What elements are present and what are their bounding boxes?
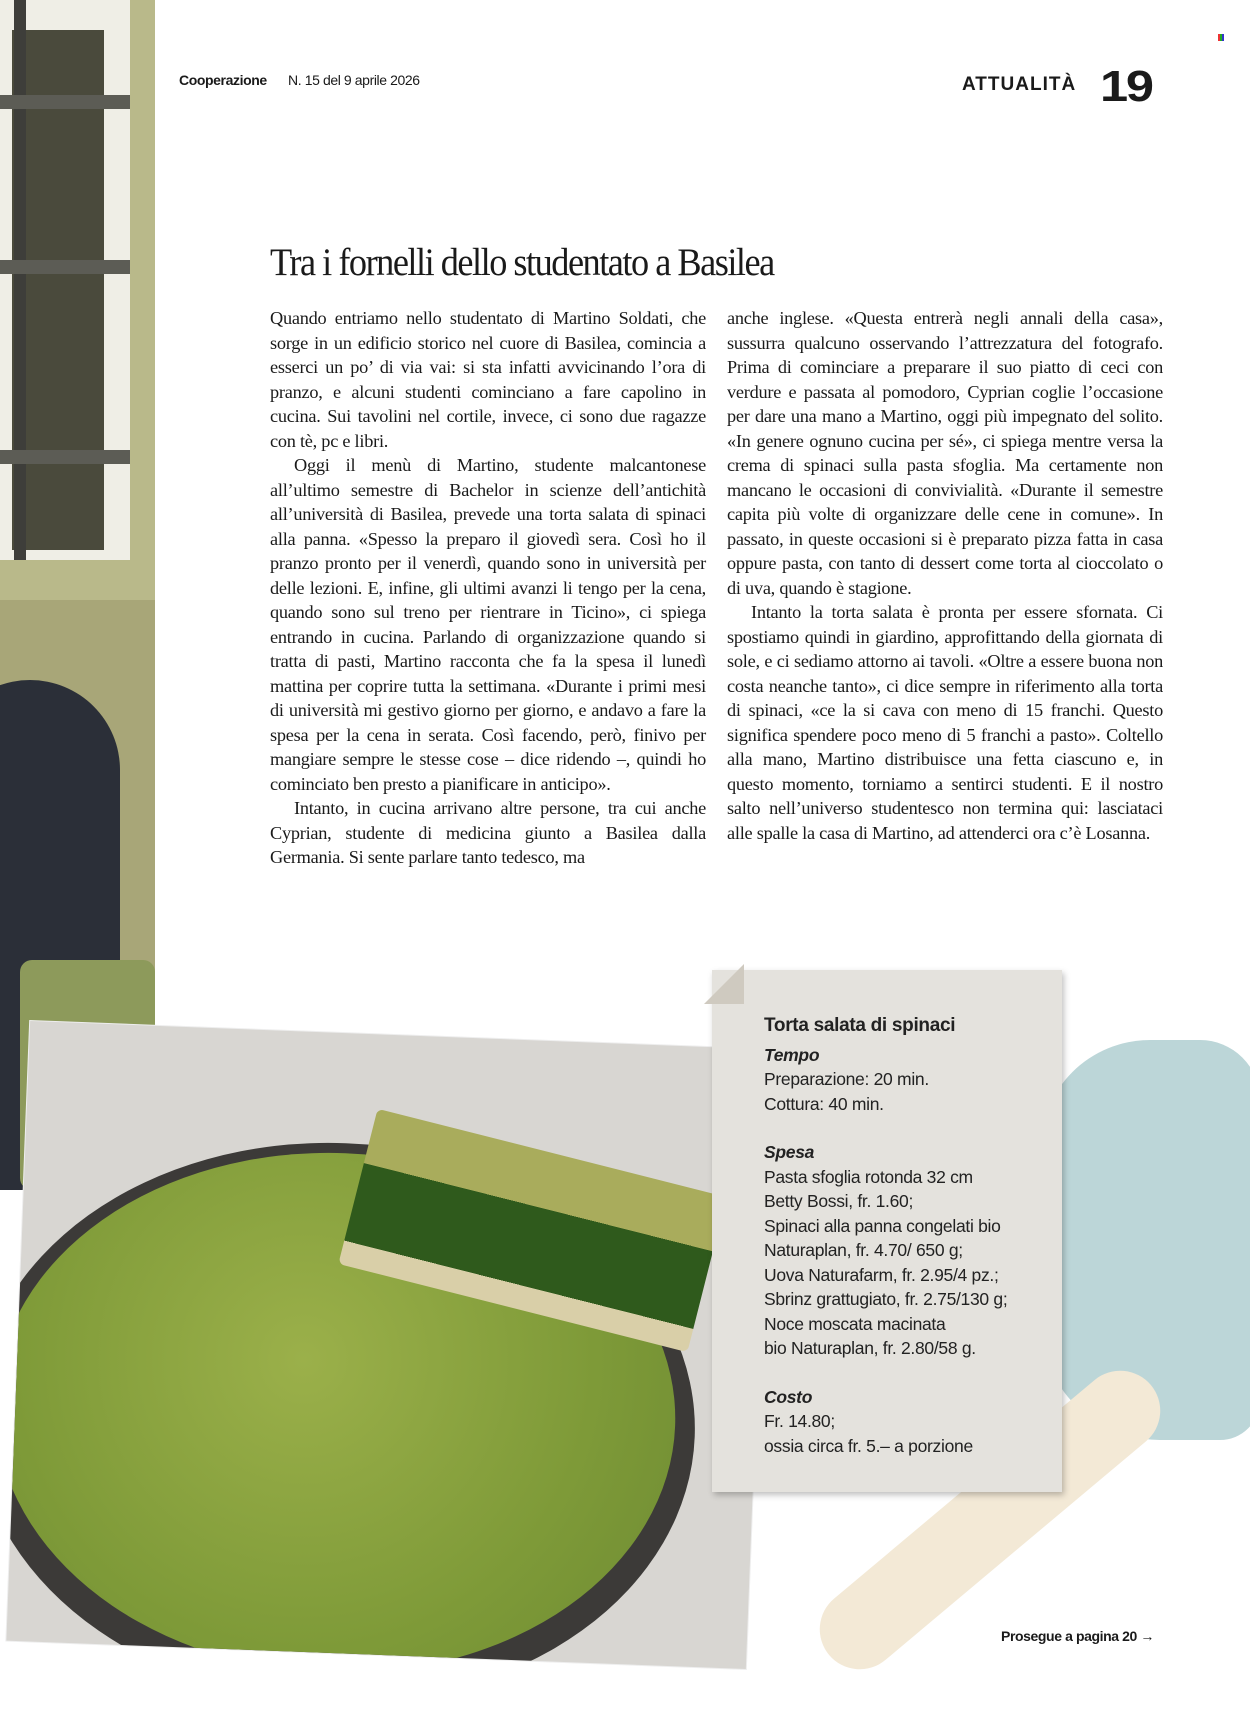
paragraph: Intanto, in cucina arrivano altre persone, tra cui anche Cyprian, studente di medicina giunto a Basilea dalla Germania. Si sente parlare tanto tedesco, ma — [270, 798, 706, 867]
article-column-right — [727, 306, 1163, 845]
paragraph: Intanto la torta salata è pronta per essere sfornata. Ci spostiamo quindi in giardino, approfittando della giornata di sole, e ci sediamo attorno ai tavoli. «Oltre a essere buona non costa neanche tanto», ci dice sempre in riferimento alla torta di spinaci, «ce la si cava con meno di 15 franchi. Questo significa spendere poco meno di 5 franchi a pasto». Coltello alla mano, Martino distribuisce una fetta ciascuno e, in questo momento, torniamo a sentirci studenti. E il nostro salto nell’universo studentesco non termina qui: lasciataci alle spalle la casa di Martino, ad attenderci ora c’è Losanna. — [727, 602, 1163, 843]
photo-building-window — [0, 0, 155, 1190]
shopping-heading: Spesa — [764, 1142, 815, 1162]
paragraph: Oggi il menù di Martino, studente malcantonese all’ultimo semestre di Bachelor in scienze dell’antichità all’università di Basilea, prevede una torta salata di spinaci alla panna. «Spesso la preparo il giovedì sera. Così ho il pranzo pronto per il venerdì, quando sono in università per delle lezioni. E, infine, gli ultimi avanzi li tengo per la cena, quando sono sul treno per rientrare in Ticino», ci spiega entrando in cucina. Parlando di organizzazione quando si tratta di pasti, Martino racconta che fa la spesa il lunedì mattina per coprire tutta la settimana. «Durante i primi mesi di università mi gestivo giorno per giorno, e andavo a fare la spesa per la cena in serata. Così facendo, però, finivo per mangiare sempre le stesse cose – dice ridendo –, quindi ho cominciato ben presto a pianificare in anticipo». — [270, 455, 706, 794]
shopping-line: Sbrinz grattugiato, fr. 2.75/130 g; — [764, 1289, 1008, 1309]
cost-line: ossia circa fr. 5.– a porzione — [764, 1435, 973, 1456]
recipe-card — [712, 970, 1062, 1492]
article-column-left — [270, 306, 706, 870]
continued-on-page-link[interactable]: Prosegue a pagina 20 → — [1001, 1628, 1155, 1644]
shopping-line: Noce moscata macinata — [764, 1313, 946, 1334]
time-line: Cottura: 40 min. — [764, 1093, 884, 1114]
folded-corner — [704, 964, 744, 1004]
shopping-line: Betty Bossi, fr. 1.60; — [764, 1191, 914, 1211]
shopping-line: Naturaplan, fr. 4.70/ 650 g; — [764, 1240, 963, 1260]
publication-name: Cooperazione — [179, 72, 267, 88]
section-label: ATTUALITÀ — [962, 74, 1077, 95]
recipe-title: Torta salata di spinaci — [764, 1015, 956, 1036]
paragraph: Quando entriamo nello studentato di Martino Soldati, che sorge in un edificio storico nel cuore di Basilea, comincia a esserci un po’ di via vai: si sta infatti avvicinando l’ora di pranzo, e alcuni studenti cominciano a fare capolino in cucina. Sui tavolini nel cortile, invece, ci sono due ragazze con tè, pc e libri. — [270, 308, 706, 451]
cost-heading: Costo — [764, 1386, 813, 1407]
shopping-line: bio Naturaplan, fr. 2.80/58 g. — [764, 1338, 976, 1358]
spinach-pie-photo — [6, 1021, 769, 1669]
cost-line: Fr. 14.80; — [764, 1411, 835, 1431]
time-heading: Tempo — [764, 1044, 820, 1065]
paragraph: anche inglese. «Questa entrerà negli annali della casa», sussurra qualcuno osservando l’attrezzatura del fotografo. Prima di cominciare a preparare il suo piatto di ceci con verdure e passata al pomodoro, Cyprian coglie l’occasione per dare una mano a Martino, oggi più impegnato del solito. «In genere ognuno cucina per sé», ci spiega mentre versa la crema di spinaci sulla pasta sfoglia. Ma certamente non mancano le occasioni di convivialità. «Durante il semestre capita più volte di organizzare delle cene in comune». In passato, in queste occasioni si è preparato pizza fatta in casa oppure pasta, con tanto di dessert come torta al cioccolato o di uva, quando è stagione. — [727, 308, 1163, 598]
print-colour-mark — [1218, 34, 1224, 41]
issue-date: N. 15 del 9 aprile 2026 — [288, 72, 420, 88]
article-title: Tra i fornelli dello studentato a Basilea — [270, 241, 774, 284]
shopping-line: Pasta sfoglia rotonda 32 cm — [764, 1166, 973, 1187]
time-line: Preparazione: 20 min. — [764, 1069, 929, 1089]
shopping-line: Uova Naturafarm, fr. 2.95/4 pz.; — [764, 1264, 999, 1285]
page-number: 19 — [1100, 62, 1152, 111]
shopping-line: Spinaci alla panna congelati bio — [764, 1215, 1001, 1236]
